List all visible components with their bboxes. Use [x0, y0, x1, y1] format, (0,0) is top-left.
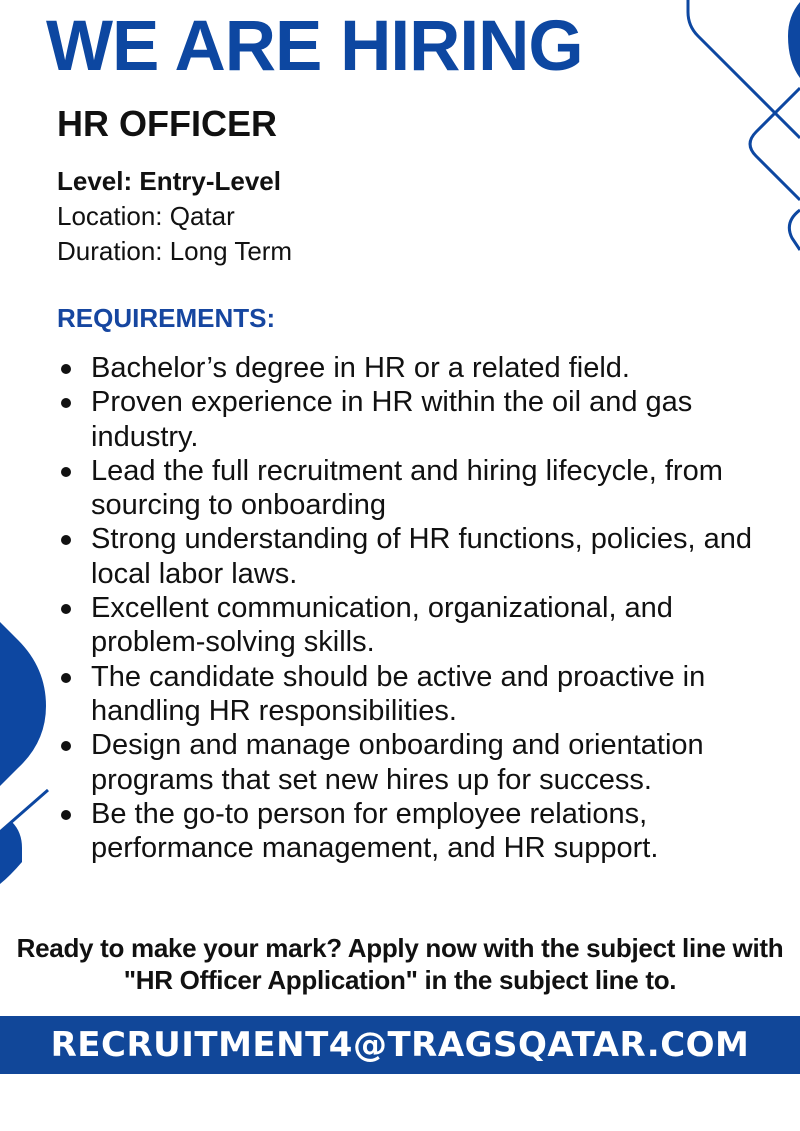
left-hexagon-shape	[0, 622, 46, 786]
left-diagonal-line	[0, 790, 48, 832]
top-right-solid-shape	[788, 2, 800, 78]
job-location: Location: Qatar	[57, 201, 235, 231]
requirement-item: Excellent communication, organizational, and problem-solving skills.	[57, 591, 787, 660]
requirement-item: Proven experience in HR within the oil and gas industry.	[57, 385, 787, 454]
call-to-action: Ready to make your mark? Apply now with the subject line with "HR Officer Application" in the subject line to.	[16, 933, 784, 995]
requirements-list	[57, 351, 787, 865]
email-banner	[0, 1016, 800, 1074]
application-email[interactable]: RECRUITMENT4@TRAGSQATAR.COM	[50, 1025, 750, 1065]
requirement-item: The candidate should be active and proactive in handling HR responsibilities.	[57, 660, 787, 729]
requirement-item: Lead the full recruitment and hiring lifecycle, from sourcing to onboarding	[57, 454, 787, 523]
requirement-item: Bachelor’s degree in HR or a related field.	[57, 351, 787, 385]
top-right-outline-shape	[688, 0, 800, 250]
job-duration: Duration: Long Term	[57, 236, 293, 266]
requirements-heading: REQUIREMENTS:	[57, 303, 276, 333]
job-title: HR OFFICER	[57, 103, 277, 144]
requirement-item: Be the go-to person for employee relations, performance management, and HR support.	[57, 797, 787, 866]
left-bottom-shape	[0, 822, 22, 884]
job-level: Level: Entry-Level	[57, 166, 281, 196]
requirement-item: Design and manage onboarding and orientation programs that set new hires up for success.	[57, 728, 787, 797]
requirement-item: Strong understanding of HR functions, policies, and local labor laws.	[57, 522, 787, 591]
hiring-headline: WE ARE HIRING	[46, 7, 583, 86]
